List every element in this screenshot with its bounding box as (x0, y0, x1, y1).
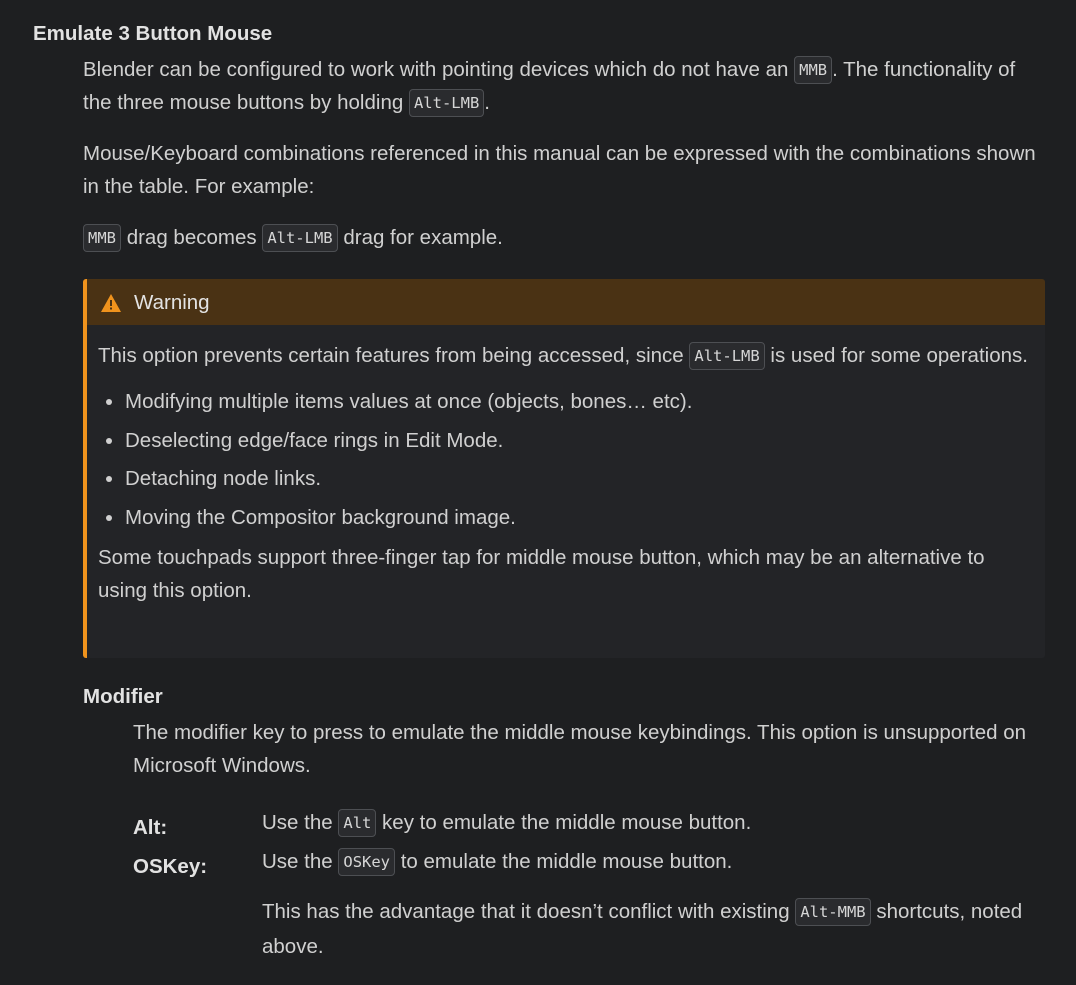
section-description (83, 53, 1043, 272)
modifier-description: The modifier key to press to emulate the middle mouse keybindings. This option is unsupported on Microsoft Windows. (133, 721, 1027, 777)
warning-body (87, 325, 1045, 607)
modifier-term: Modifier (83, 685, 163, 708)
intro-text: drag becomes (121, 226, 263, 249)
intro-text: . (484, 91, 490, 114)
intro-text: . The functionality of the three mouse buttons by holding (83, 58, 1016, 114)
option-text: This has the advantage that it doesn’t conflict with existing (262, 900, 796, 923)
option-oskey-description (262, 845, 1052, 878)
list-item: • Detaching node links. (125, 460, 1031, 499)
warning-list (98, 383, 1031, 537)
kbd-mmb: MMB (794, 56, 832, 84)
warning-text: This option prevents certain features from being accessed, since (98, 344, 690, 367)
option-text: Use the (262, 811, 339, 834)
list-item: • Modifying multiple items values at once (objects, bones… etc). (125, 383, 1031, 422)
warning-title: Warning (134, 290, 210, 314)
kbd-alt: Alt (338, 809, 376, 837)
warning-admonition (83, 279, 1045, 658)
warning-paragraph-2: Some touchpads support three-finger tap for middle mouse button, which may be an alternative to using this option. (98, 546, 985, 602)
option-oskey-note (262, 894, 1052, 964)
intro-paragraph-1 (83, 53, 1043, 119)
option-text: to emulate the middle mouse button. (395, 850, 733, 873)
kbd-alt-mmb: Alt-MMB (795, 898, 870, 926)
option-alt-description (262, 806, 1052, 839)
intro-text: drag for example. (337, 226, 503, 249)
warning-paragraph-1 (98, 338, 1031, 373)
warning-triangle-icon (100, 291, 122, 313)
kbd-alt-lmb: Alt-LMB (409, 89, 484, 117)
kbd-alt-lmb: Alt-LMB (262, 224, 337, 252)
intro-text: Blender can be configured to work with pointing devices which do not have an (83, 58, 795, 81)
kbd-mmb: MMB (83, 224, 121, 252)
section-term: Emulate 3 Button Mouse (33, 22, 273, 45)
option-text: key to emulate the middle mouse button. (376, 811, 752, 834)
warning-text: is used for some operations. (764, 344, 1028, 367)
kbd-oskey: OSKey (338, 848, 395, 876)
kbd-alt-lmb: Alt-LMB (689, 342, 764, 370)
option-oskey-name: OSKey: (133, 855, 208, 878)
option-text: shortcuts, noted above. (262, 900, 1023, 958)
intro-paragraph-2: Mouse/Keyboard combinations referenced in this manual can be expressed with the combinations shown in the table. For example: (83, 142, 1036, 198)
intro-paragraph-3 (83, 221, 1043, 254)
list-item: • Moving the Compositor background image. (125, 499, 1031, 538)
warning-title-bar (87, 279, 1045, 325)
option-text: Use the (262, 850, 339, 873)
list-item: • Deselecting edge/face rings in Edit Mode. (125, 422, 1031, 461)
option-alt-name: Alt: (133, 816, 168, 839)
